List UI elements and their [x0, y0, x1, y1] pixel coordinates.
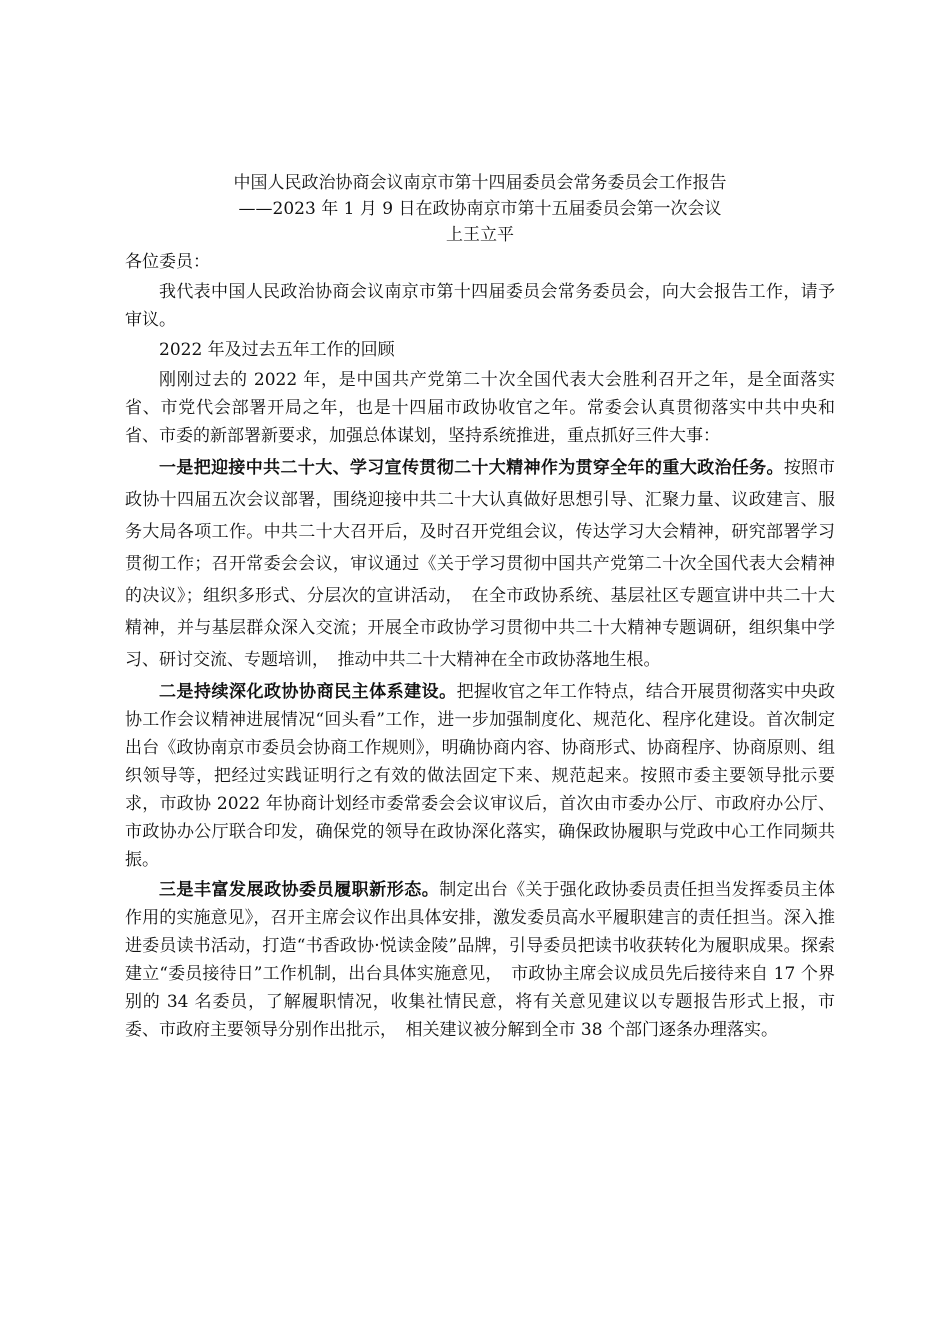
intro-paragraph: 我代表中国人民政治协商会议南京市第十四届委员会常务委员会，向大会报告工作，请予审议。 [125, 282, 835, 330]
overview-paragraph: 刚刚过去的 2022 年，是中国共产党第二十次全国代表大会胜利召开之年，是全面落实省、市党代会部署开局之年，也是十四届市政协收官之年。常委会认真贯彻落实中共中央和省、市委的新部署新要求，加强总体谋划，坚持系统推进，重点抓好三件大事： [125, 370, 835, 446]
item2-lead: 二是持续深化政协协商民主体系建设。 [159, 682, 457, 702]
author-line: 上王立平 [446, 225, 514, 245]
item3-body: 制定出台《关于强化政协委员责任担当发挥委员主体作用的实施意见》，召开主席会议作出具体安排，激发委员高水平履职建言的责任担当。深入推进委员读书活动，打造“书香政协·悦读金陵”品牌，引导委员把读书收获转化为履职成果。探索建立“委员接待日”工作机制，出台具体实施意见， 市政协主席会议成员先后接待来自 17 个界别的 34 名委员，了解履职情况，收集社情民意，将有关意见建议以专题报告形式上报，市委、市政府主要领导分别作出批示， 相关建议被分解到全市 38 个部门逐条办理落实。 [125, 880, 835, 1040]
item3-paragraph [125, 876, 835, 1044]
document-subtitle: ——2023 年 1 月 9 日在政协南京市第十五届委员会第一次会议 [238, 199, 722, 219]
item2-paragraph [125, 678, 835, 874]
item1-paragraph [125, 452, 835, 676]
item3-lead: 三是丰富发展政协委员履职新形态。 [159, 880, 440, 900]
salutation: 各位委员： [125, 252, 210, 272]
section-heading: 2022 年及过去五年工作的回顾 [159, 340, 395, 360]
document-page [125, 170, 835, 1044]
document-title: 中国人民政治协商会议南京市第十四届委员会常务委员会工作报告 [233, 173, 727, 193]
title-block [125, 170, 835, 248]
item1-lead: 一是把迎接中共二十大、学习宣传贯彻二十大精神作为贯穿全年的重大政治任务。 [159, 458, 784, 478]
item2-body: 把握收官之年工作特点，结合开展贯彻落实中央政协工作会议精神进展情况“回头看”工作，进一步加强制度化、规范化、程序化建设。首次制定出台《政协南京市委员会协商工作规则》，明确协商内容、协商形式、协商程序、协商原则、组织领导等，把经过实践证明行之有效的做法固定下来、规范起来。按照市委主要领导批示要求，市政协 2022 年协商计划经市委常委会会议审议后，首次由市委办公厅、市政府办公厅、市政协办公厅联合印发，确保党的领导在政协深化落实，确保政协履职与党政中心工作同频共振。 [125, 682, 836, 870]
item1-body: 按照市政协十四届五次会议部署，围绕迎接中共二十大认真做好思想引导、汇聚力量、议政建言、服务大局各项工作。中共二十大召开后，及时召开党组会议，传达学习大会精神，研究部署学习贯彻工作；召开常委会会议，审议通过《关于学习贯彻中国共产党第二十次全国代表大会精神的决议》；组织多形式、分层次的宣讲活动， 在全市政协系统、基层社区专题宣讲中共二十大精神，并与基层群众深入交流；开展全市政协学习贯彻中共二十大精神专题调研，组织集中学习、研讨交流、专题培训， 推动中共二十大精神在全市政协落地生根。 [125, 458, 835, 670]
